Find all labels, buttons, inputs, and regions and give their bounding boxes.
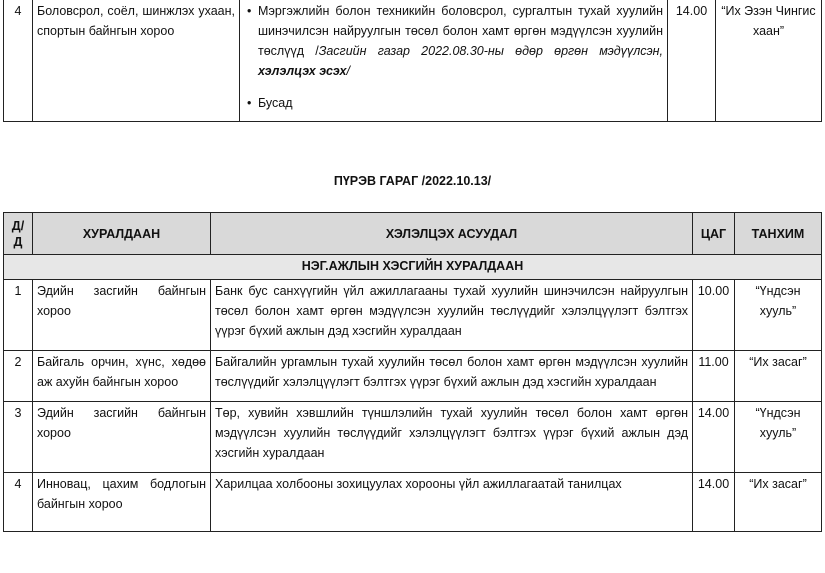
list-item: [247, 93, 663, 113]
room-cell: “Их Эзэн Чингис хаан”: [716, 0, 822, 122]
table-row: [4, 351, 822, 402]
previous-day-table: [3, 0, 822, 122]
agenda-list: [244, 1, 663, 113]
header-room: ТАНХИМ: [735, 213, 822, 255]
row-number: 4: [4, 0, 33, 122]
room-cell: “Их засаг”: [735, 473, 822, 532]
meeting-name: Байгаль орчин, хүнс, хөдөө аж ахуйн байнгын хороо: [33, 351, 211, 402]
row-number: 1: [4, 280, 33, 351]
section-row: [4, 255, 822, 280]
list-item: [247, 1, 663, 81]
agenda-text: Харилцаа холбооны зохицуулах хорооны үйл ажиллагаатай танилцах: [211, 473, 693, 532]
agenda-text: Байгалийн ургамлын тухай хуулийн төсөл болон хамт өргөн мэдүүлсэн хуулийн төслүүдийг хэлэлцүүлэгт бэлтгэх үүрэг бүхий ажлын дэд хэсгийн хуралдаан: [211, 351, 693, 402]
meeting-name: Инновац, цахим бодлогын байнгын хороо: [33, 473, 211, 532]
row-number: 2: [4, 351, 33, 402]
agenda-end-text: /: [346, 64, 350, 78]
time-cell: 10.00: [693, 280, 735, 351]
committee-name: Боловсрол, соёл, шинжлэх ухаан, спортын байнгын хороо: [33, 0, 240, 122]
row-number: 4: [4, 473, 33, 532]
agenda-italic-text: Засгийн газар 2022.08.30-ны өдөр өргөн мэдүүлсэн,: [318, 44, 663, 58]
meeting-name: Эдийн засгийн байнгын хороо: [33, 402, 211, 473]
agenda-text: Төр, хувийн хэвшлийн түншлэлийн тухай хуулийн төсөл болон хамт өргөн мэдүүлсэн хуулийн төслүүдийг хэлэлцүүлэгт бэлтгэх үүрэг бүхий ажлын дэд хэсгийн хуралдаан: [211, 402, 693, 473]
agenda-text: Мэргэжлийн болон техникийн боловсрол, сургалтын тухай хуулийн шинэчилсэн найруулгын төсөл болон хамт өргөн мэдүүлсэн хуулийн төслүүд /: [258, 4, 663, 58]
room-cell: “Үндсэн хууль”: [735, 402, 822, 473]
agenda-cell: [240, 0, 668, 122]
time-cell: 14.00: [668, 0, 716, 122]
time-cell: 14.00: [693, 473, 735, 532]
header-meeting: ХУРАЛДААН: [33, 213, 211, 255]
section-title: НЭГ.АЖЛЫН ХЭСГИЙН ХУРАЛДААН: [4, 255, 822, 280]
schedule-table: [3, 212, 822, 532]
bullet-icon: •: [247, 96, 252, 110]
header-time: ЦАГ: [693, 213, 735, 255]
room-cell: “Үндсэн хууль”: [735, 280, 822, 351]
header-agenda: ХЭЛЭЛЦЭХ АСУУДАЛ: [211, 213, 693, 255]
day-title: ПҮРЭВ ГАРАГ /2022.10.13/: [333, 174, 492, 188]
time-cell: 14.00: [693, 402, 735, 473]
meeting-name: Эдийн засгийн байнгын хороо: [33, 280, 211, 351]
table-row: [4, 473, 822, 532]
room-cell: “Их засаг”: [735, 351, 822, 402]
header-row: [4, 213, 822, 255]
spacer: [258, 81, 663, 93]
agenda-other-text: Бусад: [258, 96, 293, 110]
header-num: Д/Д: [4, 213, 33, 255]
bullet-icon: •: [247, 4, 252, 18]
table-row: [4, 280, 822, 351]
time-cell: 11.00: [693, 351, 735, 402]
agenda-text: Банк бус санхүүгийн үйл ажиллагааны тухай хуулийн шинэчилсэн найруулгын төсөл болон хамт өргөн мэдүүлсэн хуулийн төслүүдийг хэлэлцүүлэгт бэлтгэх үүрэг бүхий ажлын дэд хэсгийн хуралдаан: [211, 280, 693, 351]
agenda-emphasis-text: хэлэлцэх эсэх: [258, 64, 347, 78]
table-row: [4, 0, 822, 122]
table-row: [4, 402, 822, 473]
row-number: 3: [4, 402, 33, 473]
